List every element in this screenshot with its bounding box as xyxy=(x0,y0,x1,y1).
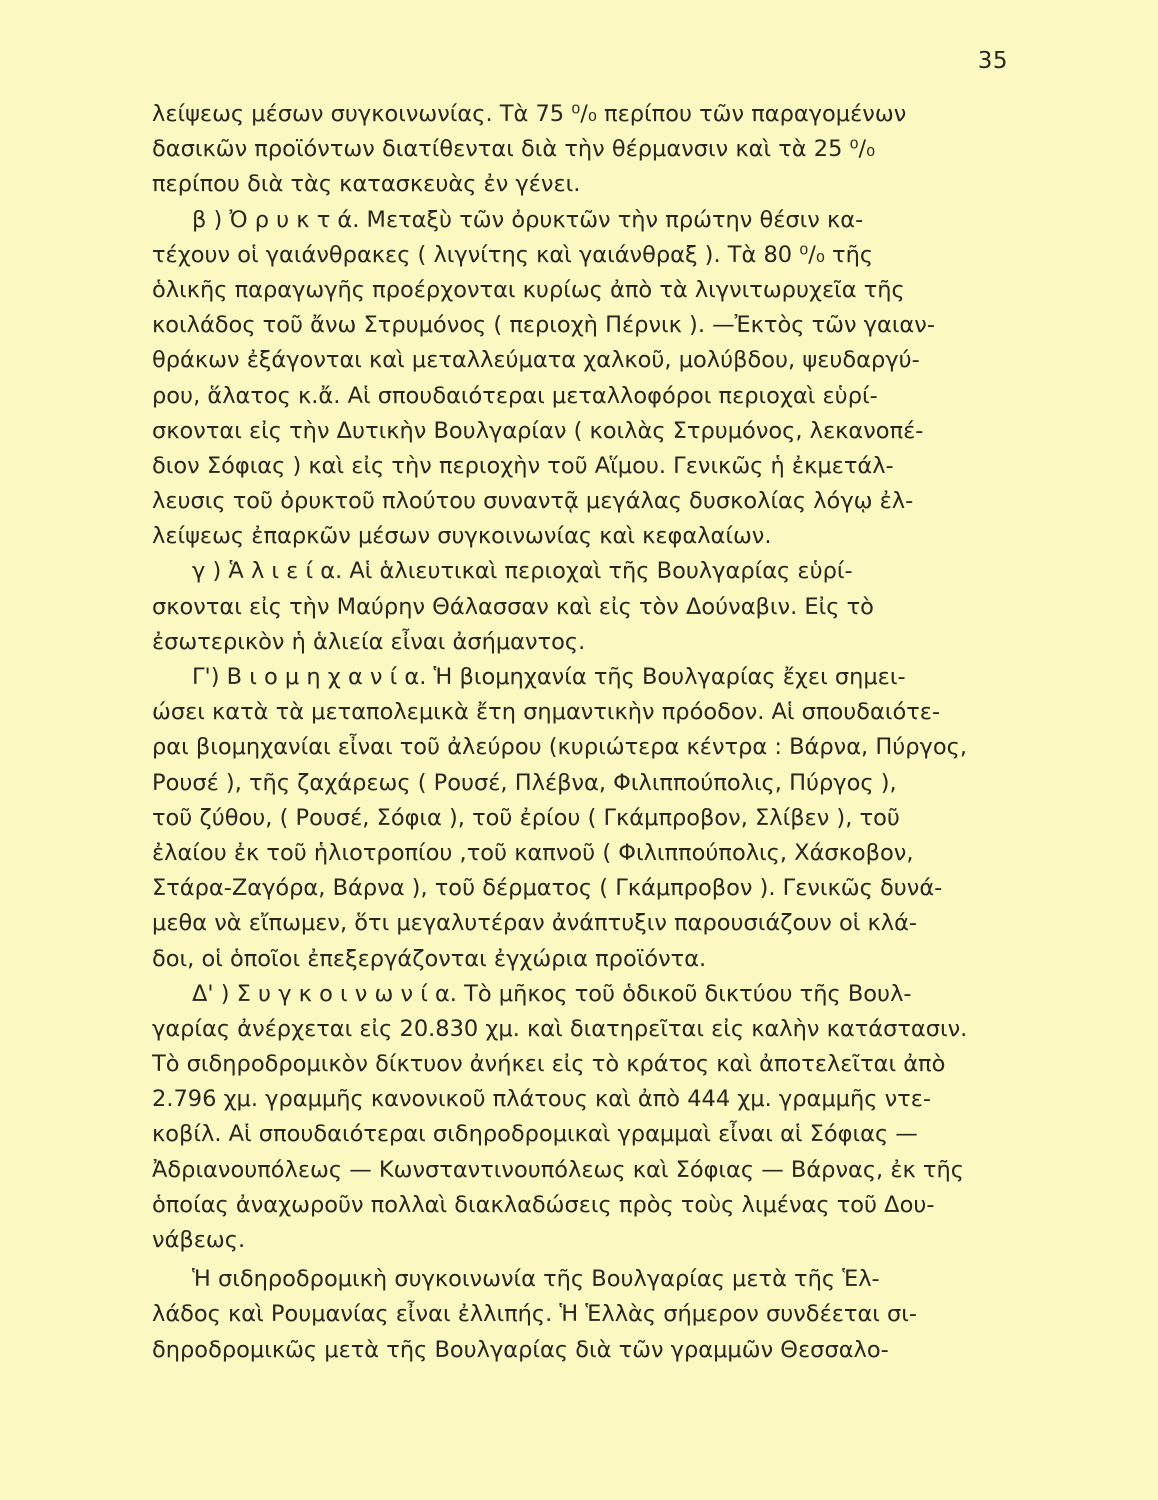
text-line: κοβίλ. Αἱ σπουδαιότεραι σιδηροδρομικαὶ γραμμαὶ εἶναι αἱ Σόφιας — xyxy=(152,1121,918,1148)
text-line: δηροδρομικῶς μετὰ τῆς Βουλγαρίας διὰ τῶν γραμμῶν Θεσσαλο- xyxy=(152,1336,889,1363)
text-line: περίπου διὰ τὰς κατασκευὰς ἐν γένει. xyxy=(152,171,581,198)
text-line: λάδος καὶ Ρουμανίας εἶναι ἐλλιπής. Ἡ Ἑλλὰς σήμερον συνδέεται σι- xyxy=(152,1301,918,1328)
text-line: σκονται εἰς τὴν Δυτικὴν Βουλγαρίαν ( κοιλὰς Στρυμόνος, λεκανοπέ- xyxy=(152,417,924,444)
text-line: θράκων ἐξάγονται καὶ μεταλλεύματα χαλκοῦ, μολύβδου, ψευδαργύ- xyxy=(152,347,920,374)
text-line: ρου, ἅλατος κ.ἄ. Αἱ σπουδαιότεραι μεταλλοφόροι περιοχαὶ εὑρί- xyxy=(152,382,878,409)
text-line: Στάρα-Ζαγόρα, Βάρνα ), τοῦ δέρματος ( Γκάμπροβον ). Γενικῶς δυνά- xyxy=(152,875,943,902)
text-line: δοι, οἱ ὁποῖοι ἐπεξεργάζονται ἐγχώρια προϊόντα. xyxy=(152,945,707,972)
text-line: ἐλαίου ἐκ τοῦ ἡλιοτροπίου ,τοῦ καπνοῦ ( Φιλιππούπολις, Χάσκοβον, xyxy=(152,839,914,866)
text-line: ὁλικῆς παραγωγῆς προέρχονται κυρίως ἀπὸ τὰ λιγνιτωρυχεῖα τῆς xyxy=(152,276,905,303)
text-line: γαρίας ἀνέρχεται εἰς 20.830 χμ. καὶ διατηρεῖται εἰς καλὴν κατάστασιν. xyxy=(152,1015,968,1042)
text-line: κοιλάδος τοῦ ἄνω Στρυμόνος ( περιοχὴ Πέρνικ ). —Ἐκτὸς τῶν γαιαν- xyxy=(152,312,935,339)
body-text xyxy=(152,97,1014,1368)
text-line: Ἀδριανουπόλεως — Κωνσταντινουπόλεως καὶ Σόφιας — Βάρνας, ἐκ τῆς xyxy=(152,1156,964,1183)
text-line: ραι βιομηχανίαι εἶναι τοῦ ἀλεύρου (κυριώτερα κέντρα : Βάρνα, Πύργος, xyxy=(152,734,967,761)
text-line: Ἡ σιδηροδρομικὴ συγκοινωνία τῆς Βουλγαρίας μετὰ τῆς Ἑλ- xyxy=(192,1266,880,1293)
text-line: Δ' ) Σ υ γ κ ο ι ν ω ν ί α. Τὸ μῆκος τοῦ ὁδικοῦ δικτύου τῆς Βουλ- xyxy=(192,980,912,1007)
text-line: ὁποίας ἀναχωροῦν πολλαὶ διακλαδώσεις πρὸς τοὺς λιμένας τοῦ Δου- xyxy=(152,1191,935,1218)
text-line: μεθα νὰ εἴπωμεν, ὅτι μεγαλυτέραν ἀνάπτυξιν παρουσιάζουν οἱ κλά- xyxy=(152,910,918,937)
page-number: 35 xyxy=(977,48,1008,74)
text-line: Ρουσέ ), τῆς ζαχάρεως ( Ρουσέ, Πλέβνα, Φιλιππούπολις, Πύργος ), xyxy=(152,769,897,796)
text-line: ώσει κατὰ τὰ μεταπολεμικὰ ἔτη σημαντικὴν πρόοδον. Αἱ σπουδαιότε- xyxy=(152,699,941,726)
text-line: τοῦ ζύθου, ( Ρουσέ, Σόφια ), τοῦ ἐρίου ( Γκάμπροβον, Σλίβεν ), τοῦ xyxy=(152,804,900,831)
text-line: διον Σόφιας ) καὶ εἰς τὴν περιοχὴν τοῦ Αἵμου. Γενικῶς ἡ ἐκμετάλ- xyxy=(152,452,894,479)
text-line: Τὸ σιδηροδρομικὸν δίκτυον ἀνήκει εἰς τὸ κράτος καὶ ἀποτελεῖται ἀπὸ xyxy=(152,1051,946,1078)
text-line: λείψεως ἐπαρκῶν μέσων συγκοινωνίας καὶ κεφαλαίων. xyxy=(152,523,772,550)
text-line: τέχουν οἱ γαιάνθρακες ( λιγνίτης καὶ γαιάνθραξ ). Τὰ 80 ⁰/₀ τῆς xyxy=(152,241,874,268)
text-line: σκονται εἰς τὴν Μαύρην Θάλασσαν καὶ εἰς τὸν Δούναβιν. Εἰς τὸ xyxy=(152,593,874,620)
text-line: νάβεως. xyxy=(152,1227,246,1253)
text-line: λευσις τοῦ ὀρυκτοῦ πλούτου συναντᾷ μεγάλας δυσκολίας λόγῳ ἐλ- xyxy=(152,488,914,515)
text-line: γ ) Ἁ λ ι ε ί α. Αἱ ἁλιευτικαὶ περιοχαὶ τῆς Βουλγαρίας εὑρί- xyxy=(192,558,853,585)
text-line: λείψεως μέσων συγκοινωνίας. Τὰ 75 ⁰/₀ περίπου τῶν παραγομένων xyxy=(152,101,907,127)
text-line: β ) Ὀ ρ υ κ τ ά. Μεταξὺ τῶν ὀρυκτῶν τὴν πρώτην θέσιν κα- xyxy=(192,206,864,233)
text-line: Γ') Β ι ο μ η χ α ν ί α. Ἡ βιομηχανία τῆς Βουλγαρίας ἔχει σημει- xyxy=(192,664,906,690)
text-line: ἐσωτερικὸν ἡ ἁλιεία εἶναι ἀσήμαντος. xyxy=(152,628,586,655)
text-line: 2.796 χμ. γραμμῆς κανονικοῦ πλάτους καὶ ἀπὸ 444 χμ. γραμμῆς ντε- xyxy=(152,1086,931,1113)
text-line: δασικῶν προϊόντων διατίθενται διὰ τὴν θέρμανσιν καὶ τὰ 25 ⁰/₀ xyxy=(152,136,876,163)
